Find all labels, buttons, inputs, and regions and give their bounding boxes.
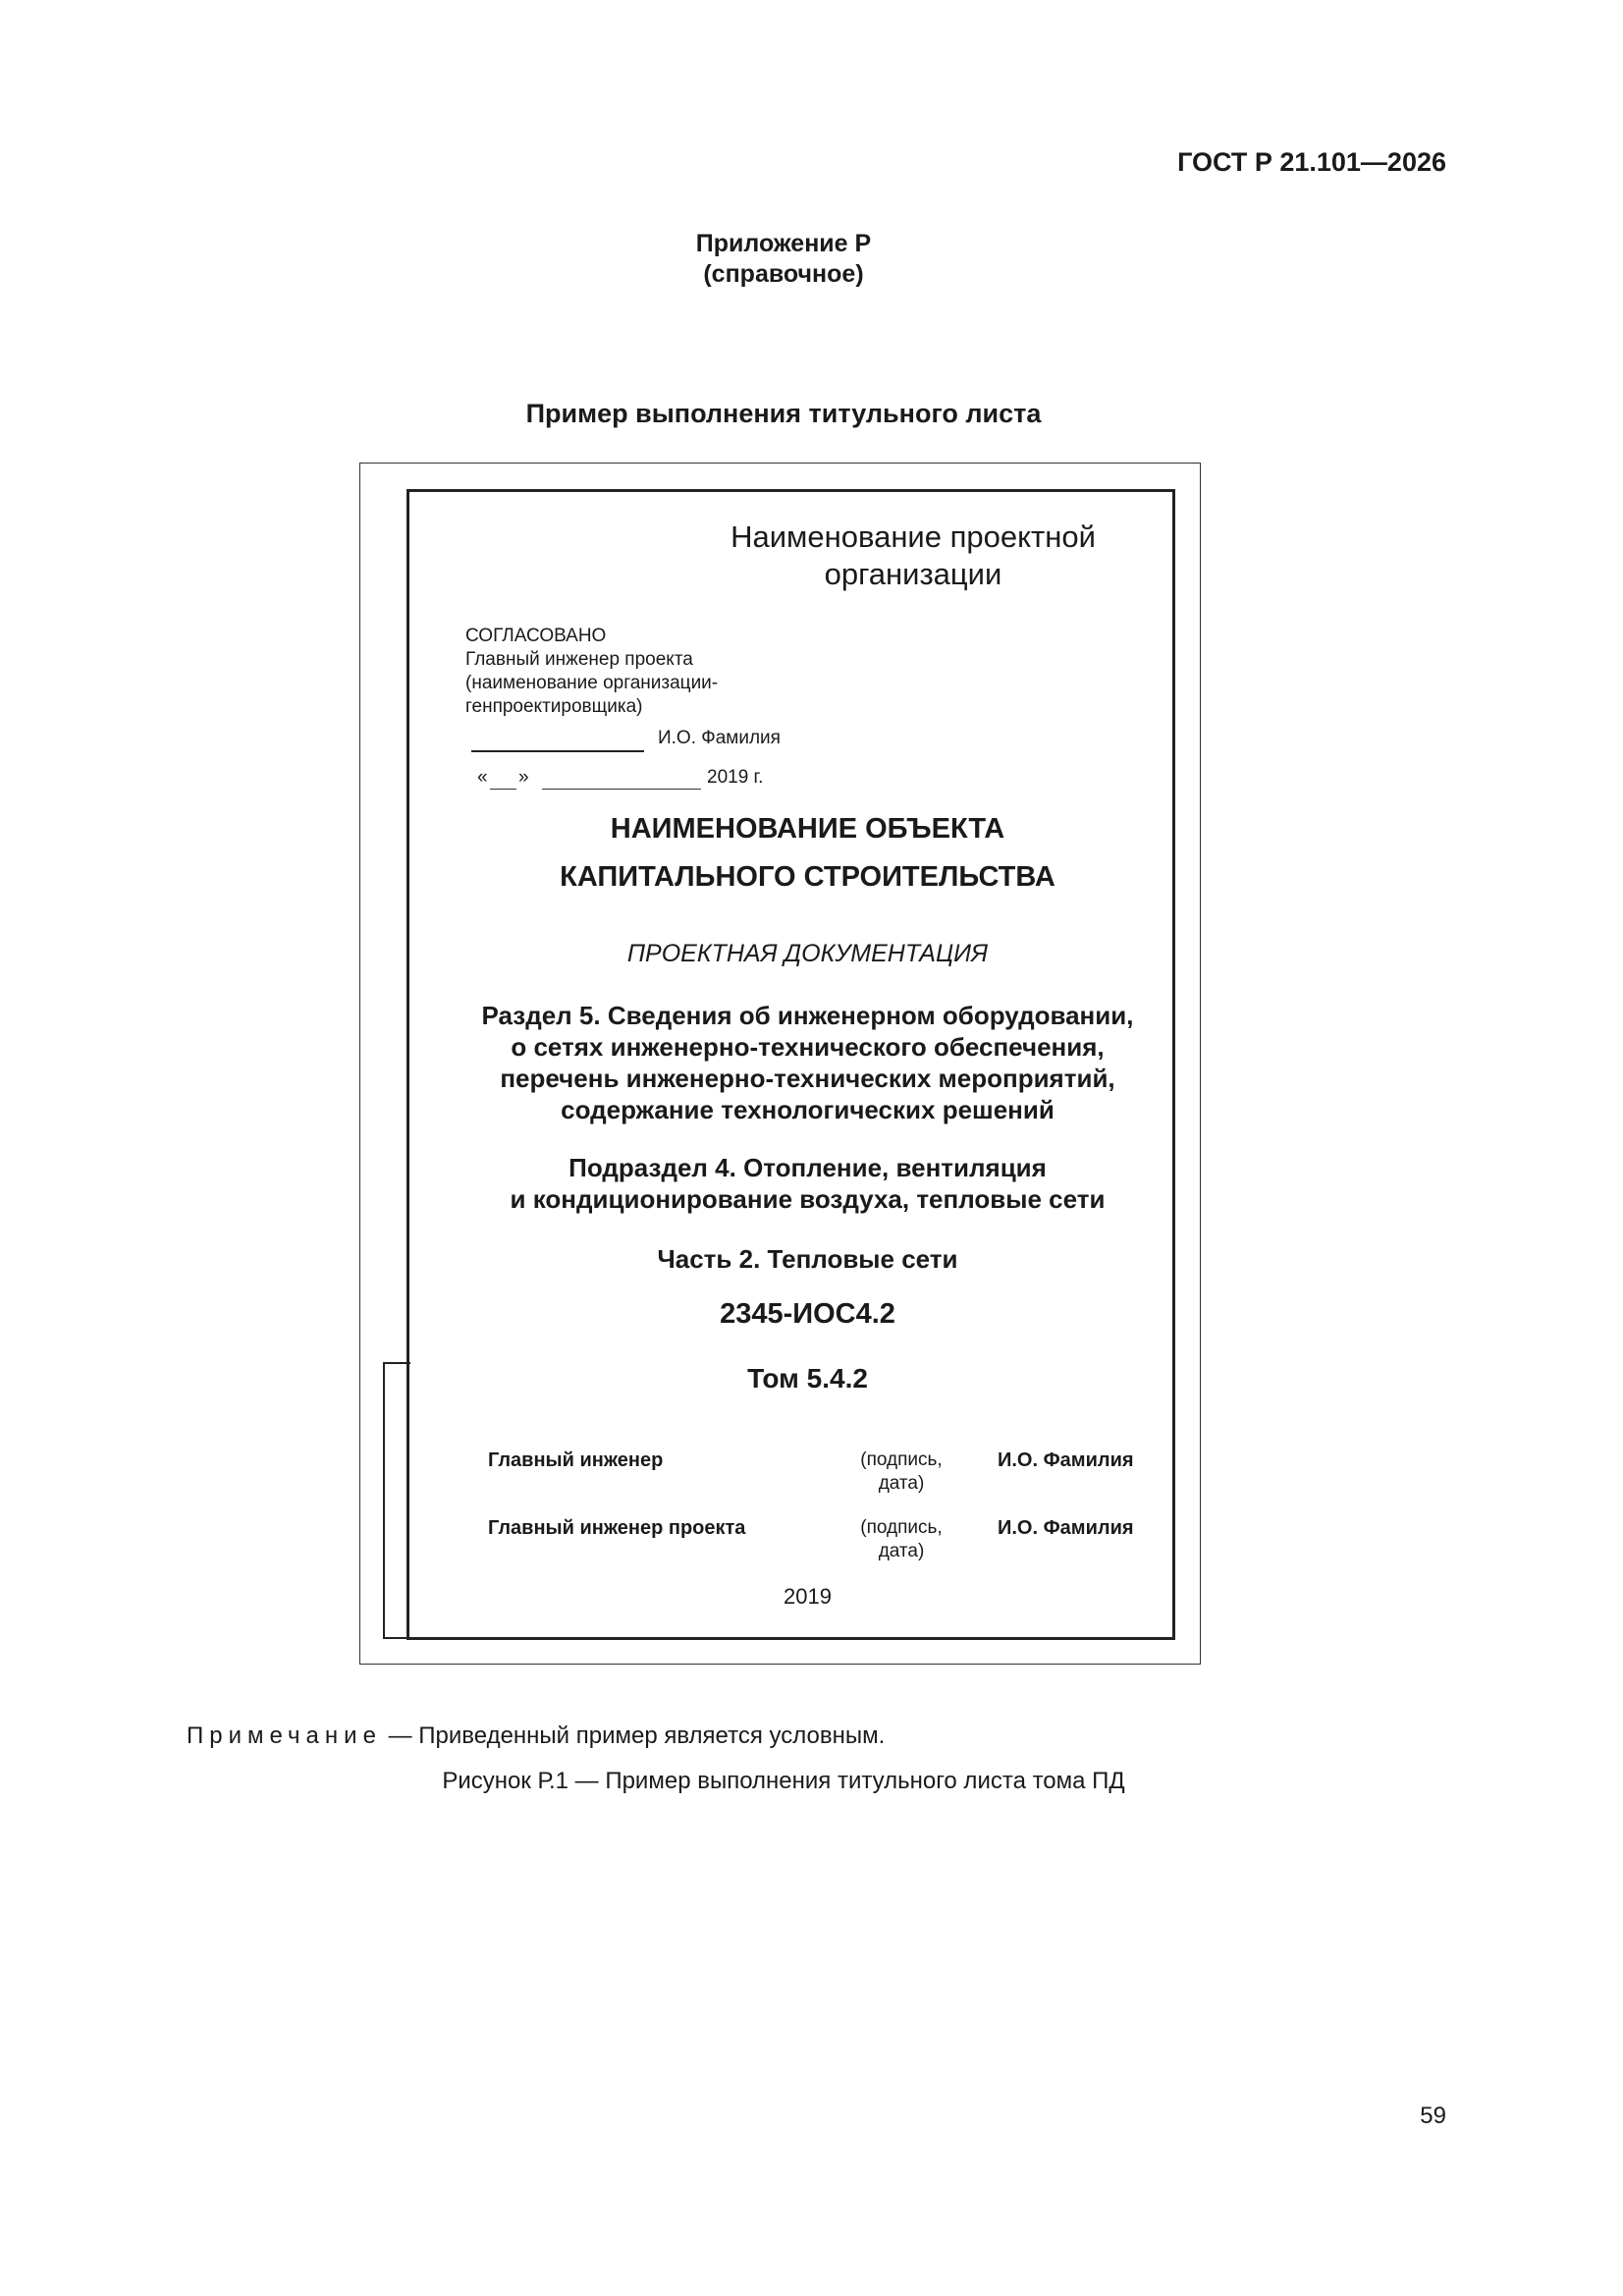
- approval-year: 2019 г.: [707, 767, 764, 788]
- section-line: о сетях инженерно-технического обеспечения,: [511, 1032, 1105, 1062]
- date-quote-close: »: [518, 767, 529, 788]
- figure-caption: Рисунок Р.1 — Пример выполнения титульного листа тома ПД: [442, 1768, 1125, 1794]
- approval-org-line: генпроектировщика): [465, 696, 643, 717]
- standard-code: ГОСТ Р 21.101—2026: [1177, 147, 1446, 177]
- subsection-title: [406, 1152, 1209, 1215]
- part-title: Часть 2. Тепловые сети: [657, 1244, 958, 1274]
- signature-note: [842, 1449, 960, 1496]
- section-line: Раздел 5. Сведения об инженерном оборудовании,: [481, 1001, 1134, 1030]
- signature-name: И.О. Фамилия: [998, 1517, 1134, 1539]
- approval-org-line: (наименование организации-: [465, 673, 719, 693]
- document-code: 2345-ИОС4.2: [720, 1298, 895, 1330]
- organization-line: организации: [824, 557, 1002, 591]
- subsection-line: и кондиционирование воздуха, тепловые сети: [510, 1184, 1106, 1214]
- month-line: [542, 789, 701, 790]
- date-quote-open: «: [477, 767, 488, 788]
- appendix-heading: [0, 229, 1567, 290]
- signature-note-line: дата): [878, 1473, 925, 1494]
- signature-line: [471, 750, 644, 752]
- appendix-title: Приложение Р: [695, 230, 872, 257]
- figure-heading: Пример выполнения титульного листа: [525, 399, 1042, 428]
- page-number: 59: [1420, 2103, 1446, 2129]
- signature-note-line: (подпись,: [860, 1449, 943, 1470]
- signature-role: Главный инженер: [488, 1449, 664, 1471]
- section-line: содержание технологических решений: [561, 1095, 1055, 1124]
- issue-year: 2019: [784, 1584, 832, 1609]
- note: [187, 1722, 885, 1750]
- object-name-line: НАИМЕНОВАНИЕ ОБЪЕКТА: [610, 813, 1005, 845]
- note-text: — Приведенный пример является условным.: [381, 1722, 886, 1749]
- approval-role: Главный инженер проекта: [465, 649, 693, 670]
- section-title: [406, 1000, 1209, 1125]
- object-name-line: КАПИТАЛЬНОГО СТРОИТЕЛЬСТВА: [560, 861, 1055, 893]
- signature-note-line: (подпись,: [860, 1517, 943, 1538]
- signature-role: Главный инженер проекта: [488, 1517, 746, 1539]
- section-line: перечень инженерно-технических мероприятий,: [500, 1064, 1115, 1093]
- organization-line: Наименование проектной: [730, 519, 1096, 554]
- subsection-line: Подраздел 4. Отопление, вентиляция: [568, 1153, 1047, 1182]
- approval-label: СОГЛАСОВАНО: [465, 626, 607, 646]
- document-type: ПРОЕКТНАЯ ДОКУМЕНТАЦИЯ: [626, 940, 989, 967]
- signature-name: И.О. Фамилия: [998, 1449, 1134, 1471]
- organization-name: [707, 519, 1119, 593]
- signature-note: [842, 1516, 960, 1563]
- approval-block: [465, 625, 718, 719]
- approval-name: И.О. Фамилия: [658, 728, 781, 748]
- appendix-type: (справочное): [703, 260, 864, 288]
- day-line: [490, 789, 516, 790]
- signature-note-line: дата): [878, 1541, 925, 1561]
- note-label: Примечание: [187, 1722, 382, 1749]
- volume-number: Том 5.4.2: [747, 1363, 868, 1394]
